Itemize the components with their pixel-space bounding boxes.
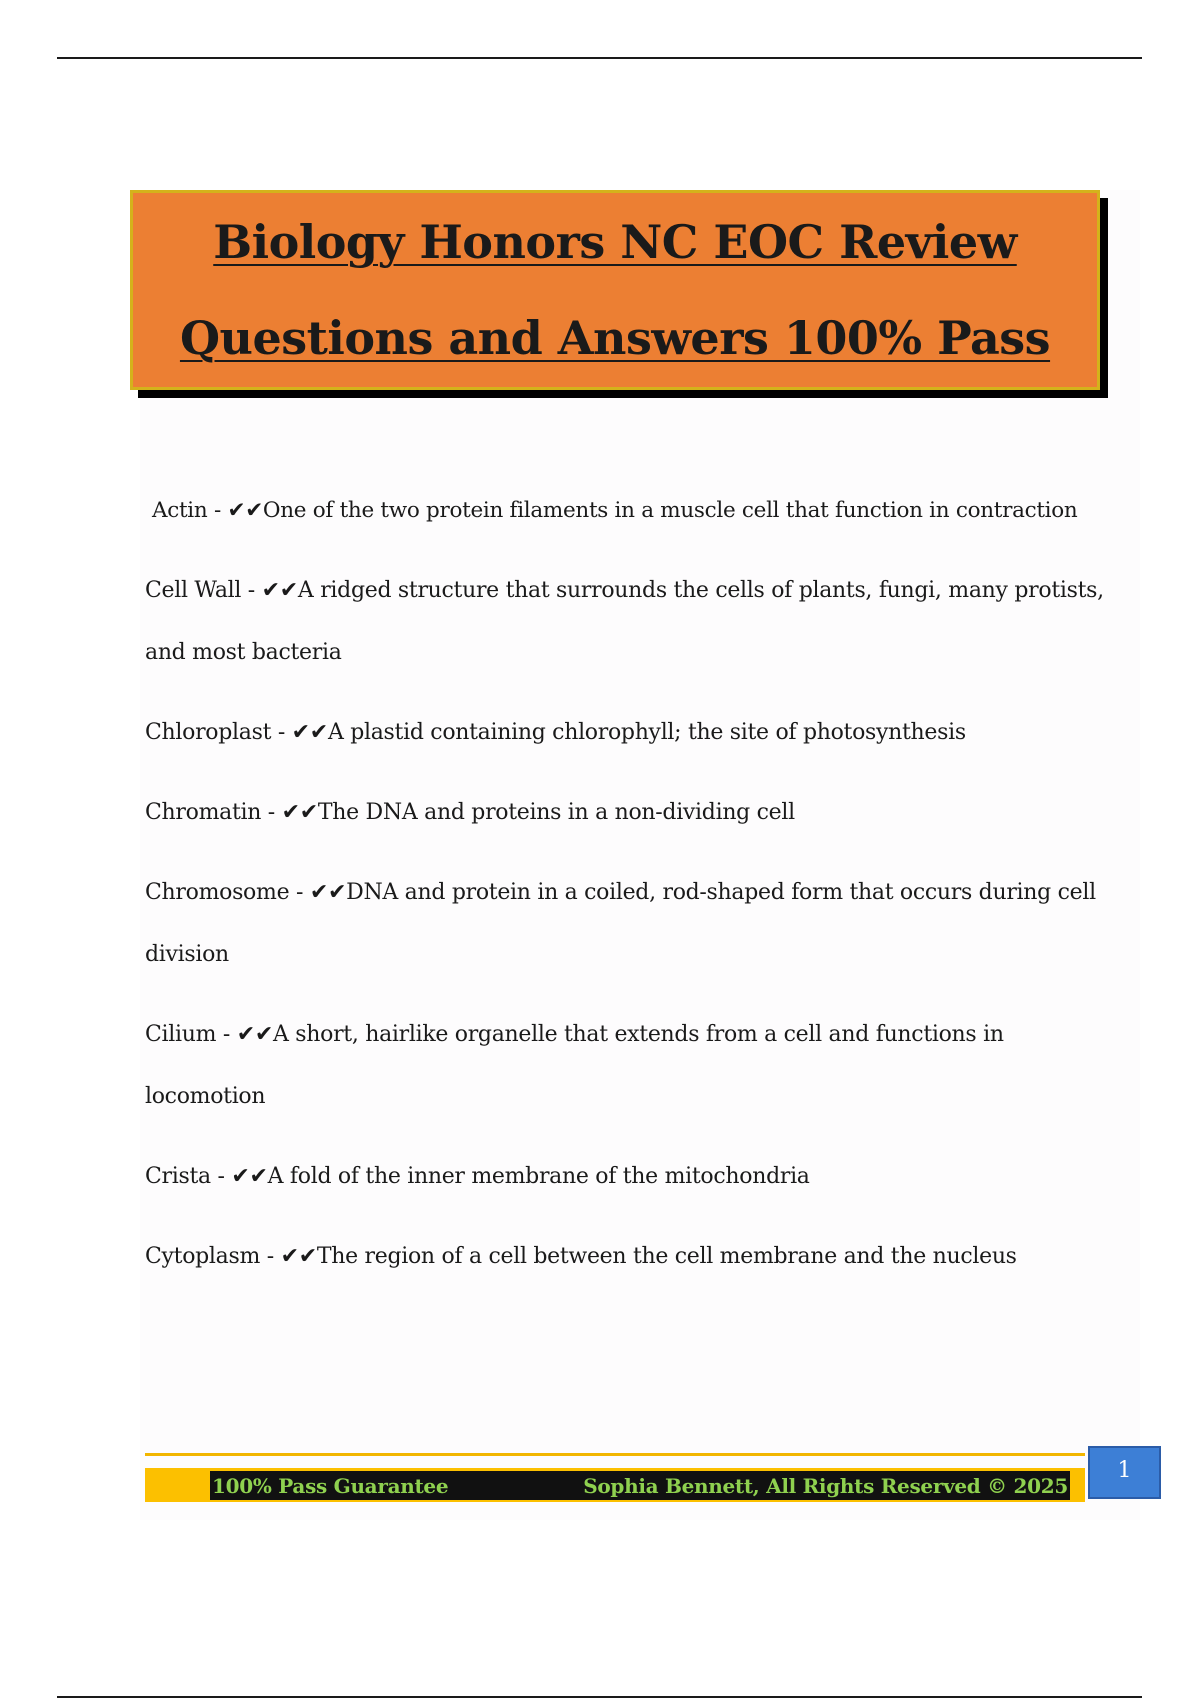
footer-copyright: Sophia Bennett, All Rights Reserved © 2025 (583, 1473, 1068, 1498)
title-line-2: Questions and Answers 100% Pass (179, 311, 1051, 365)
entry-definition: The region of a cell between the cell membrane and the nucleus (316, 1244, 1017, 1269)
entry-term: Crista (145, 1164, 211, 1189)
entry-term: Chloroplast (145, 720, 272, 745)
check-icon: ✔✔ (227, 498, 263, 523)
bottom-rule (57, 1696, 1142, 1698)
check-icon: ✔✔ (236, 1022, 273, 1047)
glossary-entry (145, 1146, 1105, 1208)
check-icon: ✔✔ (309, 880, 347, 905)
page-number-badge: 1 (1088, 1446, 1161, 1499)
footer-band (210, 1471, 1070, 1500)
glossary-entry (145, 1004, 1105, 1128)
check-icon: ✔✔ (291, 720, 328, 745)
entry-definition: One of the two protein filaments in a muscle cell that function in contraction (262, 498, 1078, 523)
check-icon: ✔✔ (231, 1164, 268, 1189)
entry-separator: - (216, 1022, 237, 1047)
entry-separator: - (261, 800, 282, 825)
entry-separator: - (241, 578, 262, 603)
entry-definition: A fold of the inner membrane of the mitochondria (267, 1164, 810, 1189)
entry-term: Cytoplasm (145, 1244, 261, 1269)
glossary-entry (145, 1226, 1105, 1288)
entry-separator: - (260, 1244, 281, 1269)
check-icon: ✔✔ (261, 578, 298, 603)
entry-term: Cell Wall (145, 578, 242, 603)
glossary-list (145, 480, 1105, 1306)
entry-separator: - (207, 498, 228, 523)
entry-term: Chromatin (145, 800, 262, 825)
entry-term: Cilium (145, 1022, 217, 1047)
glossary-entry (145, 560, 1105, 684)
entry-definition: A short, hairlike organelle that extends from a cell and functions in locomotion (145, 1022, 1004, 1109)
entry-term: Actin (152, 498, 208, 523)
footer-guarantee: 100% Pass Guarantee (212, 1473, 449, 1498)
glossary-entry (145, 782, 1105, 844)
entry-definition: The DNA and proteins in a non-dividing cell (317, 800, 795, 825)
glossary-entry (145, 480, 1105, 542)
entry-definition: A ridged structure that surrounds the cells of plants, fungi, many protists, and most bacteria (145, 578, 1104, 665)
top-rule (57, 57, 1142, 59)
entry-separator: - (289, 880, 310, 905)
footer-rule (145, 1453, 1085, 1456)
entry-definition: A plastid containing chlorophyll; the site of photosynthesis (327, 720, 966, 745)
check-icon: ✔✔ (280, 1244, 317, 1269)
entry-separator: - (210, 1164, 232, 1189)
title-line-1: Biology Honors NC EOC Review (213, 215, 1017, 269)
entry-separator: - (271, 720, 292, 745)
entry-term: Chromosome (145, 880, 290, 905)
check-icon: ✔✔ (281, 800, 318, 825)
entry-definition: DNA and protein in a coiled, rod-shaped form that occurs during cell division (145, 880, 1096, 967)
title-banner (130, 190, 1100, 390)
glossary-entry (145, 702, 1105, 764)
glossary-entry (145, 862, 1105, 986)
